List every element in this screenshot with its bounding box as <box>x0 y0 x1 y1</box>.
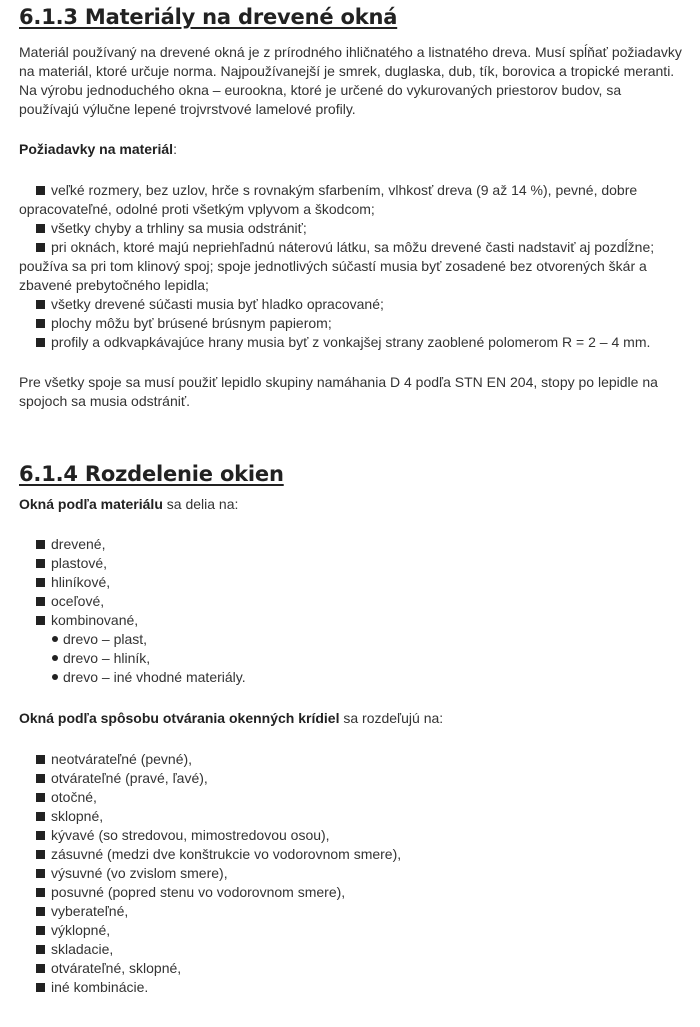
list-item <box>19 826 682 845</box>
round-bullet-icon <box>52 674 58 680</box>
list-item <box>19 219 682 238</box>
square-bullet-icon <box>36 774 45 783</box>
list-item <box>19 864 682 883</box>
opening-label-bold: Okná podľa spôsobu otvárania okenných krídiel <box>19 710 340 726</box>
list-item <box>19 807 682 826</box>
list-item <box>19 333 682 352</box>
list-item <box>19 554 682 573</box>
list-item-text: otvárateľné (pravé, ľavé), <box>51 770 208 786</box>
list-item <box>19 902 682 921</box>
square-bullet-icon <box>36 793 45 802</box>
list-item <box>19 883 682 902</box>
square-bullet-icon <box>36 559 45 568</box>
square-bullet-icon <box>36 964 45 973</box>
opening-label <box>19 709 682 728</box>
requirements-list <box>19 181 682 352</box>
list-item-text: kombinované, <box>51 612 139 628</box>
adhesive-note-paragraph: Pre všetky spoje sa musí použiť lepidlo skupiny namáhania D 4 podľa STN EN 204, stopy po lepidle na spojoch sa musia odstrániť. <box>19 374 658 409</box>
list-item <box>19 573 682 592</box>
square-bullet-icon <box>36 869 45 878</box>
square-bullet-icon <box>36 319 45 328</box>
list-item <box>19 611 682 630</box>
square-bullet-icon <box>36 907 45 916</box>
square-bullet-icon <box>36 224 45 233</box>
list-item-text: drevo – plast, <box>63 631 148 647</box>
list-item <box>19 181 682 219</box>
list-item-text: veľké rozmery, bez uzlov, hrče s rovnakým sfarbením, vlhkosť dreva (9 až 14 %), pevné, dobre opracovateľné, odolné proti všetkým vplyvom a škodcom; <box>19 182 638 217</box>
list-item-text: výklopné, <box>51 922 111 938</box>
square-bullet-icon <box>36 812 45 821</box>
list-item-text: pri oknách, ktoré majú nepriehľadnú náterovú látku, sa môžu drevené časti nadstaviť aj pozdĺžne; používa sa pri tom klinový spoj; spoje jednotlivých súčastí musia byť zosadené bez otvorených škár a zbavené prebytočného lepidla; <box>19 239 655 293</box>
round-bullet-icon <box>52 655 58 661</box>
list-item-text: sklopné, <box>51 808 104 824</box>
list-item-text: posuvné (popred stenu vo vodorovnom smere), <box>51 884 346 900</box>
list-item <box>19 750 682 769</box>
square-bullet-icon <box>36 338 45 347</box>
list-item <box>19 238 682 295</box>
square-bullet-icon <box>36 300 45 309</box>
square-bullet-icon <box>36 831 45 840</box>
list-item-text: otvárateľné, sklopné, <box>51 960 182 976</box>
opening-label-rest: sa rozdeľujú na: <box>339 710 444 726</box>
square-bullet-icon <box>36 243 45 252</box>
list-item <box>19 921 682 940</box>
square-bullet-icon <box>36 926 45 935</box>
list-item-text: kývavé (so stredovou, mimostredovou osou), <box>51 827 330 843</box>
sub-list-item <box>19 649 682 668</box>
list-item <box>19 788 682 807</box>
materials-label-rest: sa delia na: <box>162 496 239 512</box>
list-item-text: drevo – hliník, <box>63 650 151 666</box>
square-bullet-icon <box>36 540 45 549</box>
sub-list-item <box>19 630 682 649</box>
opening-types-list <box>19 750 682 997</box>
round-bullet-icon <box>52 636 58 642</box>
square-bullet-icon <box>36 945 45 954</box>
square-bullet-icon <box>36 597 45 606</box>
sub-list-item <box>19 668 682 687</box>
square-bullet-icon <box>36 755 45 764</box>
list-item-text: drevo – iné vhodné materiály. <box>63 669 246 685</box>
list-item <box>19 959 682 978</box>
document-page <box>0 3 700 997</box>
list-item-text: oceľové, <box>51 593 105 609</box>
list-item <box>19 314 682 333</box>
square-bullet-icon <box>36 578 45 587</box>
list-item-text: profily a odkvapkávajúce hrany musia byť z vonkajšej strany zaoblené polomerom R = 2 – 4 mm. <box>51 334 651 350</box>
square-bullet-icon <box>36 983 45 992</box>
requirements-label-colon: : <box>173 141 177 157</box>
list-item-text: otočné, <box>51 789 97 805</box>
materials-list <box>19 535 682 687</box>
list-item <box>19 295 682 314</box>
list-item <box>19 978 682 997</box>
section-heading-6-1-4: 6.1.4 Rozdelenie okien <box>19 462 284 486</box>
list-item-text: iné kombinácie. <box>51 979 149 995</box>
square-bullet-icon <box>36 616 45 625</box>
list-item-text: skladacie, <box>51 941 114 957</box>
list-item <box>19 940 682 959</box>
square-bullet-icon <box>36 888 45 897</box>
list-item <box>19 769 682 788</box>
square-bullet-icon <box>36 186 45 195</box>
list-item <box>19 845 682 864</box>
list-item-text: výsuvné (vo zvislom smere), <box>51 865 228 881</box>
list-item-text: všetky drevené súčasti musia byť hladko opracované; <box>51 296 384 312</box>
list-item <box>19 592 682 611</box>
list-item-text: plochy môžu byť brúsené brúsnym papierom; <box>51 315 332 331</box>
materials-label-bold: Okná podľa materiálu <box>19 496 163 512</box>
section-heading-6-1-3: 6.1.3 Materiály na drevené okná <box>19 5 398 29</box>
materials-label <box>19 495 682 514</box>
list-item <box>19 535 682 554</box>
list-item-text: drevené, <box>51 536 106 552</box>
intro-paragraph: Materiál používaný na drevené okná je z prírodného ihličnatého a listnatého dreva. Musí spĺňať požiadavky na materiál, ktoré určuje norma. Najpoužívanejší je smrek, duglaska, dub, tík, borovica a tropické meranti. Na výrobu jednoduchého okna – eurookna, ktoré je určené do vykurovaných priestorov budov, sa používajú výlučne lepené trojvrstvové lamelové profily. <box>19 44 682 117</box>
list-item-text: zásuvné (medzi dve konštrukcie vo vodorovnom smere), <box>51 846 402 862</box>
list-item-text: vyberateľné, <box>51 903 129 919</box>
requirements-label <box>19 140 682 159</box>
list-item-text: všetky chyby a trhliny sa musia odstrániť; <box>51 220 307 236</box>
requirements-label-bold: Požiadavky na materiál <box>19 141 174 157</box>
square-bullet-icon <box>36 850 45 859</box>
list-item-text: hliníkové, <box>51 574 111 590</box>
list-item-text: plastové, <box>51 555 108 571</box>
list-item-text: neotvárateľné (pevné), <box>51 751 193 767</box>
